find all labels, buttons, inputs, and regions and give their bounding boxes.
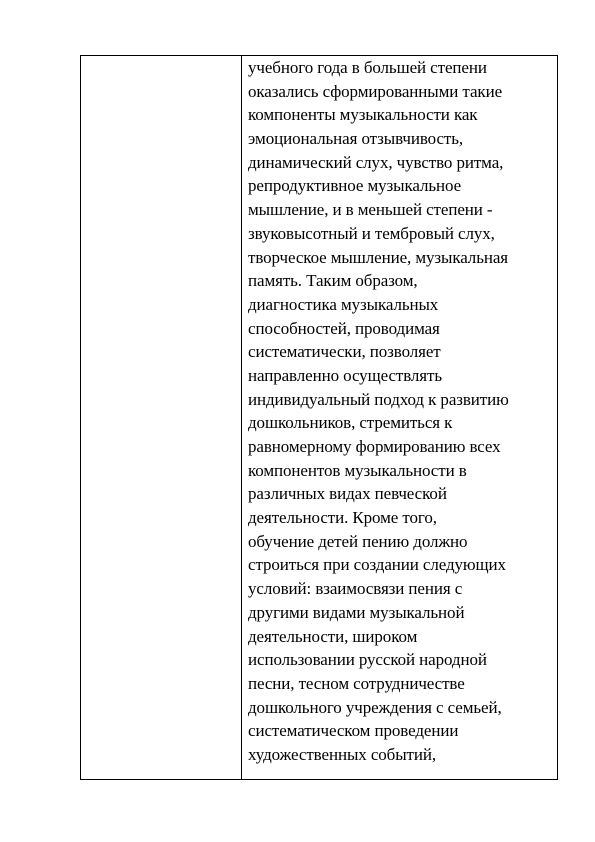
paragraph-text [248,56,553,767]
table-cell-right [242,56,558,780]
text-line: динамический слух, чувство ритма, [248,152,504,172]
text-line: оказались сформированными такие [248,81,503,101]
table-cell-left [81,56,242,780]
text-line: мышление, и в меньшей степени - [248,200,493,220]
text-line: компонентов музыкальности в [248,460,467,480]
text-line: использовании русской народной [248,650,487,670]
text-line: условий: взаимосвязи пения с [248,579,463,599]
text-line: учебного года в большей степени [248,58,487,77]
text-line: равномерному формированию всех [248,437,501,456]
text-line: репродуктивное музыкальное [248,176,462,196]
text-line: различных видах певческой [248,484,447,504]
text-line: способностей, проводимая [248,318,440,338]
text-line: эмоциональная отзывчивость, [248,129,464,149]
text-line: строиться при создании следующих [248,555,506,575]
text-line: диагностика музыкальных [248,294,439,314]
text-line: дошкольного учреждения с семьей, [248,697,502,717]
text-line: художественных событий, [248,744,437,764]
text-line: деятельности, широком [248,626,418,646]
text-line: песни, тесном сотрудничестве [248,673,465,693]
text-line: творческое мышление, музыкальная [248,247,509,267]
table-row [81,56,558,780]
text-line: направленно осуществлять [248,365,443,385]
text-line: деятельности. Кроме того, [248,508,437,528]
text-line: другими видами музыкальной [248,602,465,622]
text-line: обучение детей пению должно [248,531,468,551]
text-line: дошкольников, стремиться к [248,413,453,433]
text-line: систематическом проведении [248,721,459,741]
document-table [80,55,558,780]
text-line: звуковысотный и тембровый слух, [248,223,495,243]
text-line: память. Таким образом, [248,271,418,291]
text-line: индивидуальный подход к развитию [248,389,509,409]
text-line: систематически, позволяет [248,342,441,362]
text-line: компоненты музыкальности как [248,105,478,125]
